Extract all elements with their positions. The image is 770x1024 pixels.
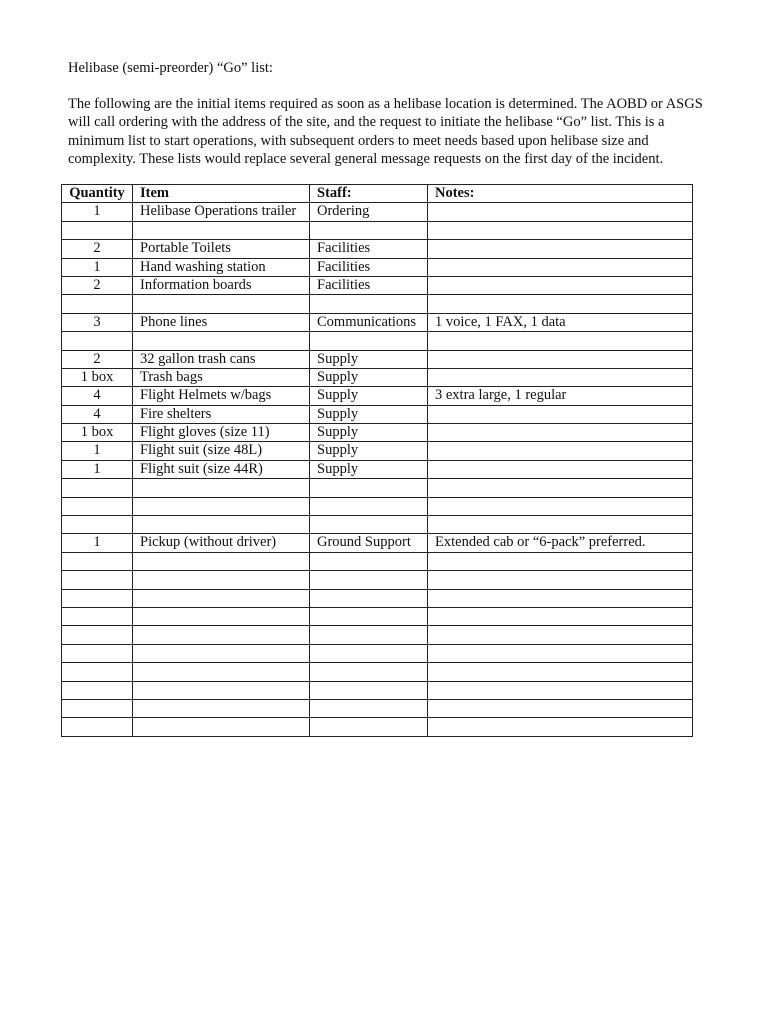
- table-row: [62, 368, 693, 386]
- cell-notes: [428, 607, 693, 625]
- cell-quantity: [62, 718, 133, 736]
- cell-staff: Supply: [310, 424, 428, 442]
- cell-staff: [310, 516, 428, 534]
- cell-quantity: [62, 681, 133, 699]
- table-row: [62, 387, 693, 405]
- cell-staff: Ground Support: [310, 534, 428, 552]
- cell-staff: Facilities: [310, 258, 428, 276]
- cell-staff: Communications: [310, 313, 428, 331]
- table-row: [62, 516, 693, 534]
- cell-staff: [310, 497, 428, 515]
- table-row: [62, 534, 693, 552]
- cell-notes: [428, 516, 693, 534]
- cell-item: Hand washing station: [133, 258, 310, 276]
- cell-notes: [428, 240, 693, 258]
- cell-notes: [428, 276, 693, 294]
- cell-item: [133, 552, 310, 570]
- table-row: [62, 699, 693, 717]
- cell-staff: [310, 607, 428, 625]
- table-row: [62, 479, 693, 497]
- cell-quantity: [62, 552, 133, 570]
- table-row: [62, 276, 693, 294]
- cell-item: Flight suit (size 48L): [133, 442, 310, 460]
- cell-notes: [428, 681, 693, 699]
- cell-notes: [428, 424, 693, 442]
- table-row: [62, 240, 693, 258]
- intro-paragraph: The following are the initial items required as soon as a helibase location is determined. The AOBD or ASGS will call ordering with the address of the site, and the request to initiate the helibase “Go” list. This is a minimum list to start operations, with subsequent orders to meet needs based upon helibase size and complexity. These lists would replace several general message requests on the first day of the incident.: [68, 96, 703, 167]
- cell-quantity: 1: [62, 442, 133, 460]
- cell-item: Flight gloves (size 11): [133, 424, 310, 442]
- cell-quantity: [62, 663, 133, 681]
- cell-item: Flight Helmets w/bags: [133, 387, 310, 405]
- table-row: [62, 424, 693, 442]
- table-row: [62, 405, 693, 423]
- cell-quantity: [62, 221, 133, 239]
- document-title: Helibase (semi-preorder) “Go” list:: [68, 60, 273, 76]
- cell-quantity: 4: [62, 405, 133, 423]
- cell-notes: [428, 350, 693, 368]
- go-list-table: [61, 184, 693, 737]
- header-staff: Staff:: [310, 185, 428, 203]
- cell-staff: Supply: [310, 350, 428, 368]
- cell-item: [133, 644, 310, 662]
- cell-staff: [310, 718, 428, 736]
- cell-item: [133, 589, 310, 607]
- cell-notes: [428, 552, 693, 570]
- cell-quantity: 1: [62, 460, 133, 478]
- cell-notes: [428, 718, 693, 736]
- cell-item: [133, 332, 310, 350]
- cell-item: [133, 626, 310, 644]
- cell-notes: 3 extra large, 1 regular: [428, 387, 693, 405]
- cell-staff: [310, 571, 428, 589]
- cell-quantity: 2: [62, 240, 133, 258]
- cell-quantity: [62, 479, 133, 497]
- table-row: [62, 221, 693, 239]
- cell-item: Trash bags: [133, 368, 310, 386]
- cell-quantity: [62, 699, 133, 717]
- cell-quantity: 4: [62, 387, 133, 405]
- cell-quantity: [62, 607, 133, 625]
- table-row: [62, 350, 693, 368]
- table-row: [62, 644, 693, 662]
- cell-item: [133, 479, 310, 497]
- cell-item: [133, 497, 310, 515]
- cell-notes: [428, 644, 693, 662]
- cell-notes: [428, 699, 693, 717]
- cell-notes: [428, 589, 693, 607]
- cell-quantity: [62, 516, 133, 534]
- cell-quantity: [62, 626, 133, 644]
- cell-quantity: 1: [62, 203, 133, 221]
- cell-quantity: [62, 497, 133, 515]
- cell-quantity: [62, 295, 133, 313]
- table-row: [62, 552, 693, 570]
- cell-item: Fire shelters: [133, 405, 310, 423]
- cell-staff: Supply: [310, 368, 428, 386]
- cell-staff: Facilities: [310, 240, 428, 258]
- cell-notes: [428, 221, 693, 239]
- cell-item: 32 gallon trash cans: [133, 350, 310, 368]
- cell-item: Flight suit (size 44R): [133, 460, 310, 478]
- cell-quantity: [62, 644, 133, 662]
- cell-staff: Facilities: [310, 276, 428, 294]
- cell-notes: [428, 295, 693, 313]
- cell-item: [133, 221, 310, 239]
- cell-notes: [428, 332, 693, 350]
- table-row: [62, 626, 693, 644]
- cell-staff: Supply: [310, 387, 428, 405]
- table-row: [62, 663, 693, 681]
- cell-item: [133, 571, 310, 589]
- table-row: [62, 203, 693, 221]
- header-item: Item: [133, 185, 310, 203]
- table-row: [62, 295, 693, 313]
- cell-quantity: 1: [62, 534, 133, 552]
- cell-notes: [428, 479, 693, 497]
- table-row: [62, 460, 693, 478]
- cell-quantity: 2: [62, 350, 133, 368]
- cell-notes: [428, 497, 693, 515]
- cell-notes: [428, 258, 693, 276]
- cell-staff: [310, 332, 428, 350]
- cell-quantity: 1 box: [62, 424, 133, 442]
- cell-staff: [310, 626, 428, 644]
- cell-quantity: 3: [62, 313, 133, 331]
- table-row: [62, 607, 693, 625]
- cell-item: [133, 718, 310, 736]
- cell-item: [133, 516, 310, 534]
- cell-quantity: [62, 571, 133, 589]
- cell-notes: [428, 203, 693, 221]
- cell-staff: [310, 221, 428, 239]
- cell-item: Information boards: [133, 276, 310, 294]
- cell-notes: [428, 571, 693, 589]
- cell-quantity: 2: [62, 276, 133, 294]
- cell-staff: [310, 681, 428, 699]
- cell-item: [133, 663, 310, 681]
- cell-staff: Supply: [310, 442, 428, 460]
- header-quantity: Quantity: [62, 185, 133, 203]
- cell-quantity: 1 box: [62, 368, 133, 386]
- cell-quantity: [62, 332, 133, 350]
- cell-item: Phone lines: [133, 313, 310, 331]
- table-body: [62, 203, 693, 736]
- table-header-row: [62, 185, 693, 203]
- table-row: [62, 718, 693, 736]
- cell-item: Pickup (without driver): [133, 534, 310, 552]
- cell-item: Helibase Operations trailer: [133, 203, 310, 221]
- table-row: [62, 589, 693, 607]
- cell-staff: [310, 552, 428, 570]
- cell-item: [133, 699, 310, 717]
- cell-staff: [310, 589, 428, 607]
- cell-item: [133, 295, 310, 313]
- cell-staff: Ordering: [310, 203, 428, 221]
- cell-item: Portable Toilets: [133, 240, 310, 258]
- table-row: [62, 497, 693, 515]
- cell-notes: [428, 663, 693, 681]
- cell-quantity: 1: [62, 258, 133, 276]
- table-row: [62, 442, 693, 460]
- cell-staff: [310, 644, 428, 662]
- cell-staff: [310, 699, 428, 717]
- cell-notes: [428, 368, 693, 386]
- cell-staff: [310, 479, 428, 497]
- cell-notes: [428, 442, 693, 460]
- cell-notes: [428, 626, 693, 644]
- table-row: [62, 332, 693, 350]
- cell-quantity: [62, 589, 133, 607]
- cell-notes: [428, 405, 693, 423]
- cell-staff: [310, 663, 428, 681]
- table-row: [62, 313, 693, 331]
- table-row: [62, 258, 693, 276]
- cell-staff: Supply: [310, 460, 428, 478]
- cell-item: [133, 681, 310, 699]
- table-row: [62, 681, 693, 699]
- cell-notes: 1 voice, 1 FAX, 1 data: [428, 313, 693, 331]
- table-row: [62, 571, 693, 589]
- cell-notes: Extended cab or “6-pack” preferred.: [428, 534, 693, 552]
- header-notes: Notes:: [428, 185, 693, 203]
- cell-notes: [428, 460, 693, 478]
- cell-item: [133, 607, 310, 625]
- cell-staff: Supply: [310, 405, 428, 423]
- cell-staff: [310, 295, 428, 313]
